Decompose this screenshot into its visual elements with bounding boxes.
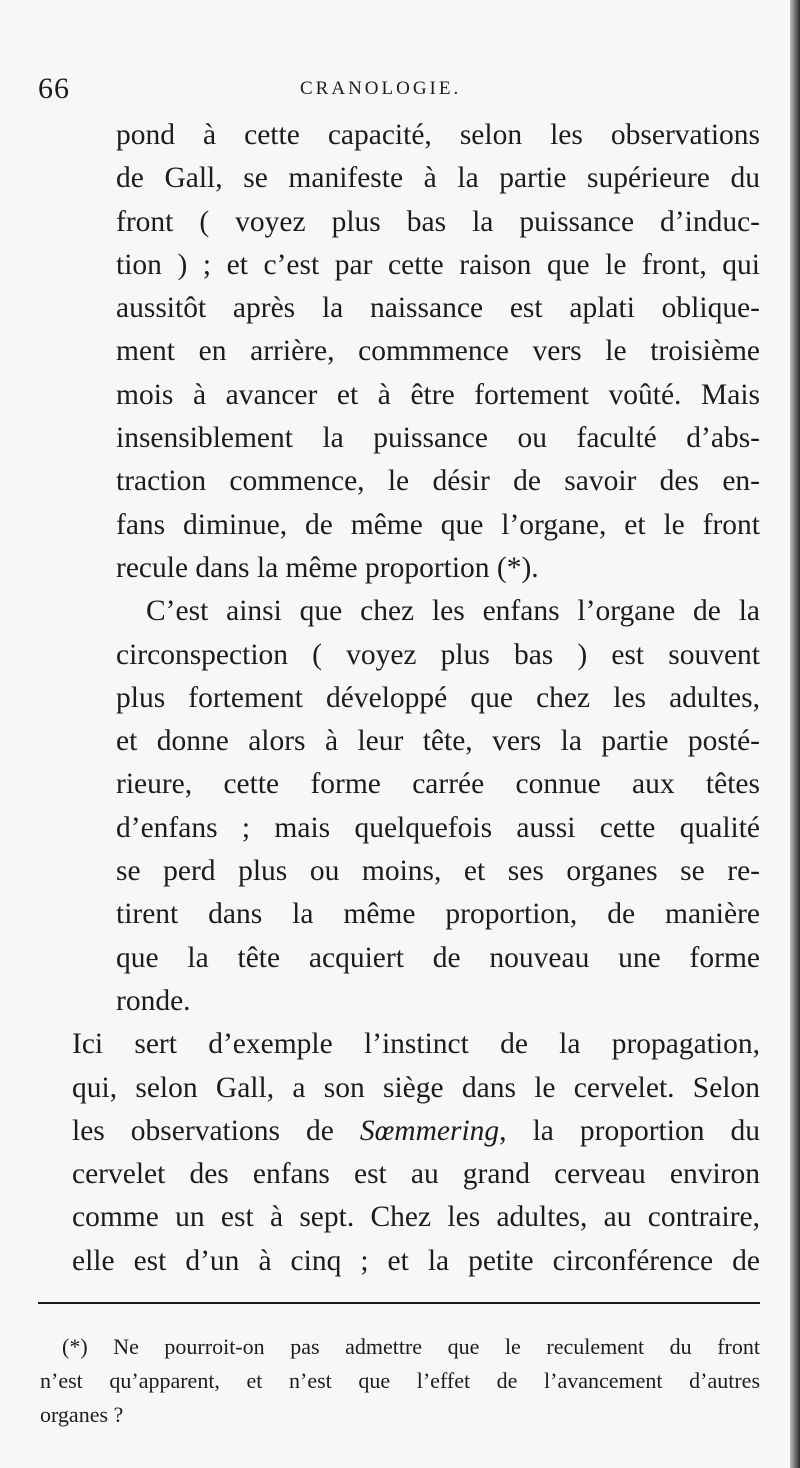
text-line: circonspection ( voyez plus bas ) est souvent (116, 638, 760, 671)
paragraph-start-line: C’est ainsi que chez les enfans l’organe de la (146, 595, 760, 628)
text-line: recule dans la même proportion (*). (116, 551, 539, 584)
author-name-italic: Sœmmering (359, 1114, 500, 1147)
text-line: cervelet des enfans est au grand cerveau environ (72, 1158, 760, 1191)
page-header (38, 72, 760, 112)
page-number: 66 (38, 72, 70, 105)
text-segment: les observations de (72, 1114, 360, 1147)
footnote-rule (38, 1302, 760, 1304)
footnote-line: organes ? (40, 1402, 124, 1427)
body-text (72, 114, 760, 1283)
text-line: et donne alors à leur tête, vers la partie posté- (116, 725, 760, 758)
text-line: plus fortement développé que chez les adultes, (116, 681, 760, 714)
text-line: tirent dans la même proportion, de manière (116, 898, 760, 931)
page-edge-shadow (790, 0, 800, 1468)
text-segment: , la proportion du (499, 1114, 760, 1147)
running-head: CRANOLOGIE. (300, 78, 462, 99)
text-line: fans diminue, de même que l’organe, et le front (116, 508, 760, 541)
text-line: se perd plus ou moins, et ses organes se re- (116, 855, 760, 888)
text-line: tion ) ; et c’est par cette raison que le front, qui (116, 248, 760, 281)
footnote-line: n’est qu’apparent, et n’est que l’effet de l’avancement d’autres (40, 1368, 760, 1393)
text-line: d’enfans ; mais quelquefois aussi cette qualité (116, 811, 760, 844)
text-line: ronde. (116, 984, 191, 1017)
text-line: insensiblement la puissance ou faculté d’abs- (116, 422, 760, 455)
text-line: aussitôt après la naissance est aplati oblique- (116, 292, 760, 325)
text-line: comme un est à sept. Chez les adultes, au contraire, (72, 1201, 760, 1234)
text-line: ment en arrière, commmence vers le troisième (116, 335, 760, 368)
text-line (72, 1110, 760, 1153)
text-line: de Gall, se manifeste à la partie supérieure du (116, 162, 760, 195)
text-line: traction commence, le désir de savoir des en- (116, 465, 760, 498)
footnote-line: (*) Ne pourroit-on pas admettre que le reculement du front (62, 1334, 760, 1359)
text-line: mois à avancer et à être fortement voûté. Mais (116, 378, 760, 411)
text-line: que la tête acquiert de nouveau une forme (116, 941, 760, 974)
paragraph-start-line: Ici sert d’exemple l’instinct de la propagation, (72, 1028, 760, 1061)
text-line: qui, selon Gall, a son siège dans le cervelet. Selon (72, 1071, 760, 1104)
footnote (40, 1330, 760, 1432)
text-line: rieure, cette forme carrée connue aux têtes (116, 768, 760, 801)
text-line: front ( voyez plus bas la puissance d’induc- (116, 205, 760, 238)
text-line: pond à cette capacité, selon les observations (116, 119, 760, 151)
text-line: elle est d’un à cinq ; et la petite circonférence de (72, 1244, 760, 1277)
